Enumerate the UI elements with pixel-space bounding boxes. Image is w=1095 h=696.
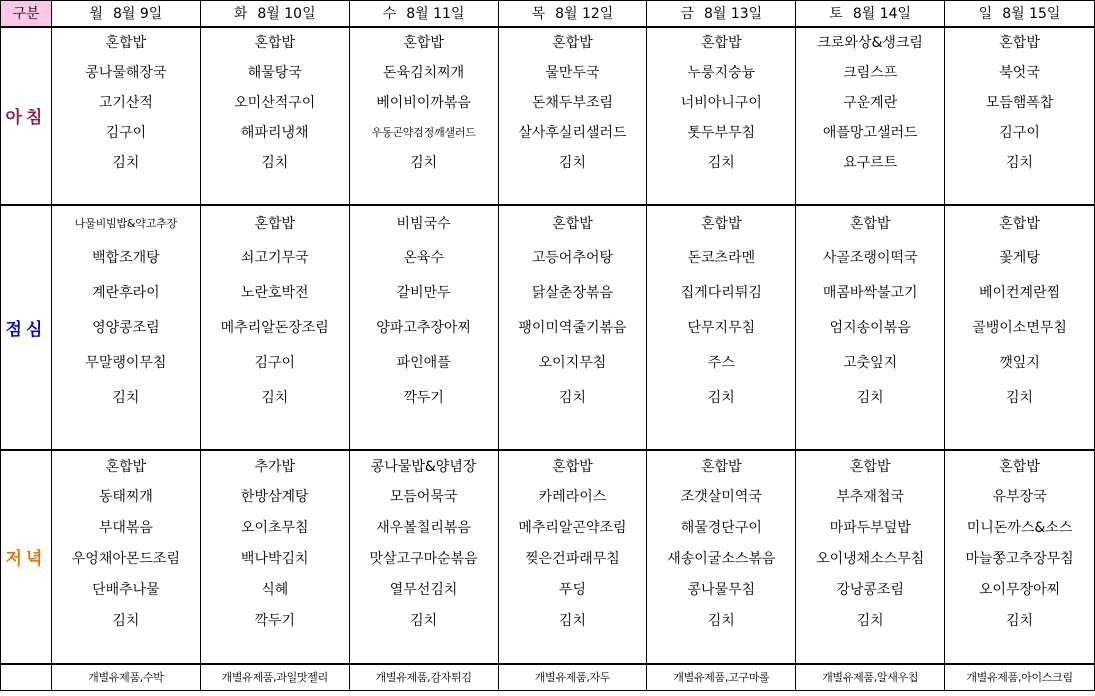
menu-item: 김치	[945, 380, 1095, 415]
menu-item: 미니돈까스&소스	[945, 512, 1095, 543]
day-header	[945, 1, 1095, 27]
menu-item: 백나박김치	[200, 543, 349, 574]
menu-item: 엄지송이볶음	[796, 310, 945, 345]
menu-item: 집게다리튀김	[647, 275, 796, 310]
lunch-row	[1, 310, 1095, 345]
snack-item: 개별유제품,자두	[498, 664, 647, 691]
menu-item: 깍두기	[200, 605, 349, 636]
lunch-label: 점심	[1, 205, 52, 450]
menu-item: 오이지무침	[498, 345, 647, 380]
menu-item: 나물비빔밥&약고추장	[51, 205, 200, 240]
menu-item: 온육수	[349, 240, 498, 275]
menu-item: 혼합밥	[51, 27, 200, 57]
snack-item: 개별유제품,알새우칩	[796, 664, 945, 691]
menu-item: 쇠고기무국	[200, 240, 349, 275]
menu-item: 혼합밥	[945, 27, 1095, 57]
menu-item: 오이초무침	[200, 512, 349, 543]
menu-item: 크림스프	[796, 57, 945, 87]
day-date: 8월 11일	[406, 6, 465, 23]
menu-item: 한방삼계탕	[200, 481, 349, 512]
day-of-week: 월	[89, 6, 103, 23]
menu-item: 조갯살미역국	[647, 481, 796, 512]
menu-item: 양파고추장아찌	[349, 310, 498, 345]
menu-item: 고춧잎지	[796, 345, 945, 380]
menu-item: 김치	[498, 605, 647, 636]
day-of-week: 금	[680, 6, 694, 23]
menu-item: 베이비이까볶음	[349, 87, 498, 117]
menu-item: 부추재첩국	[796, 481, 945, 512]
menu-item: 김치	[51, 380, 200, 415]
day-of-week: 화	[233, 6, 248, 23]
snack-row	[1, 664, 1095, 691]
menu-item: 파인애플	[349, 345, 498, 380]
menu-item: 골뱅이소면무침	[945, 310, 1095, 345]
dinner-row	[1, 543, 1095, 574]
breakfast-row	[1, 57, 1095, 87]
menu-item-empty	[647, 636, 796, 664]
menu-item: 김치	[498, 147, 647, 177]
menu-item: 혼합밥	[200, 205, 349, 240]
lunch-row	[1, 240, 1095, 275]
day-header	[796, 1, 945, 27]
menu-item-empty	[796, 415, 945, 450]
menu-item-empty	[200, 636, 349, 664]
menu-item: 콩나물밥&양념장	[349, 450, 498, 481]
menu-item: 혼합밥	[945, 450, 1095, 481]
dinner-row	[1, 450, 1095, 481]
dinner-row	[1, 574, 1095, 605]
menu-item-empty	[51, 415, 200, 450]
menu-item: 새우볼칠리볶음	[349, 512, 498, 543]
day-header	[51, 1, 200, 27]
menu-item: 김치	[349, 605, 498, 636]
day-of-week: 목	[531, 6, 546, 23]
menu-item: 모듬어묵국	[349, 481, 498, 512]
menu-item: 콩나물무침	[647, 574, 796, 605]
day-date: 8월 14일	[852, 6, 912, 23]
menu-item: 김치	[796, 380, 945, 415]
menu-item: 고기산적	[51, 87, 200, 117]
menu-item-empty	[51, 636, 200, 664]
menu-item: 동태찌개	[51, 481, 200, 512]
breakfast-row	[1, 27, 1095, 57]
menu-item: 식혜	[200, 574, 349, 605]
menu-item: 혼합밥	[796, 450, 945, 481]
menu-item: 깍두기	[349, 380, 498, 415]
day-of-week: 일	[978, 6, 993, 23]
menu-item-empty	[498, 415, 647, 450]
menu-item: 북엇국	[945, 57, 1095, 87]
dinner-row	[1, 605, 1095, 636]
menu-item-empty	[796, 636, 945, 664]
lunch-row	[1, 415, 1095, 450]
menu-item: 김치	[498, 380, 647, 415]
menu-item: 노란호박전	[200, 275, 349, 310]
breakfast-row	[1, 117, 1095, 147]
menu-item: 단배추나물	[51, 574, 200, 605]
menu-item: 해물탕국	[200, 57, 349, 87]
menu-item: 단무지무침	[647, 310, 796, 345]
snack-item: 개별유제품,아이스크림	[945, 664, 1095, 691]
menu-item: 김치	[200, 147, 349, 177]
menu-item: 김치	[647, 605, 796, 636]
menu-item: 깻잎지	[945, 345, 1095, 380]
menu-item: 모듬햄폭찹	[945, 87, 1095, 117]
menu-item: 혼합밥	[647, 450, 796, 481]
menu-item: 혼합밥	[647, 27, 796, 57]
menu-item: 사골조랭이떡국	[796, 240, 945, 275]
day-of-week: 토	[829, 6, 843, 23]
menu-item: 김치	[51, 147, 200, 177]
menu-item: 김치	[647, 147, 796, 177]
menu-item: 비빔국수	[349, 205, 498, 240]
menu-item: 백합조개탕	[51, 240, 200, 275]
menu-item: 갈비만두	[349, 275, 498, 310]
menu-item: 김구이	[51, 117, 200, 147]
breakfast-label: 아침	[1, 27, 52, 205]
menu-item: 혼합밥	[498, 27, 647, 57]
menu-item-empty	[200, 415, 349, 450]
snack-item: 개별유제품,감자튀김	[349, 664, 498, 691]
menu-item: 김치	[796, 605, 945, 636]
dinner-row	[1, 481, 1095, 512]
menu-item: 김치	[945, 605, 1095, 636]
day-date: 8월 12일	[555, 6, 614, 23]
day-header	[349, 1, 498, 27]
menu-item-empty	[945, 415, 1095, 450]
menu-item: 돈코츠라멘	[647, 240, 796, 275]
menu-item: 혼합밥	[498, 205, 647, 240]
menu-item: 찢은건파래무침	[498, 543, 647, 574]
menu-item: 너비아니구이	[647, 87, 796, 117]
snack-label-empty	[1, 664, 52, 691]
menu-item: 매콤바싹불고기	[796, 275, 945, 310]
breakfast-row	[1, 177, 1095, 205]
menu-item: 무말랭이무침	[51, 345, 200, 380]
menu-item: 구운계란	[796, 87, 945, 117]
menu-item: 주스	[647, 345, 796, 380]
menu-item: 유부장국	[945, 481, 1095, 512]
snack-item: 개별유제품,고구마롤	[647, 664, 796, 691]
menu-item-empty	[349, 177, 498, 205]
menu-item: 김치	[647, 380, 796, 415]
menu-item-empty	[796, 177, 945, 205]
menu-item-empty	[498, 636, 647, 664]
menu-item: 혼합밥	[51, 450, 200, 481]
snack-item: 개별유제품,수박	[51, 664, 200, 691]
menu-item: 우동곤약검정깨샐러드	[349, 117, 498, 147]
menu-item: 푸딩	[498, 574, 647, 605]
day-of-week: 수	[382, 6, 397, 23]
menu-item-empty	[945, 177, 1095, 205]
menu-item: 김치	[945, 147, 1095, 177]
menu-item-empty	[200, 177, 349, 205]
menu-item: 톳두부무침	[647, 117, 796, 147]
menu-item: 돈채두부조림	[498, 87, 647, 117]
menu-item: 추가밥	[200, 450, 349, 481]
menu-item: 김구이	[945, 117, 1095, 147]
day-header	[200, 1, 349, 27]
menu-item: 오이냉채소스무침	[796, 543, 945, 574]
menu-item: 우엉채아몬드조림	[51, 543, 200, 574]
menu-item-empty	[51, 177, 200, 205]
menu-item: 오미산적구이	[200, 87, 349, 117]
breakfast-row	[1, 147, 1095, 177]
menu-item: 해파리냉채	[200, 117, 349, 147]
menu-item: 혼합밥	[796, 205, 945, 240]
menu-item: 애플망고샐러드	[796, 117, 945, 147]
menu-item: 돈육김치찌개	[349, 57, 498, 87]
menu-item: 김치	[51, 605, 200, 636]
lunch-row	[1, 205, 1095, 240]
menu-item: 마파두부덮밥	[796, 512, 945, 543]
menu-item: 베이컨계란찜	[945, 275, 1095, 310]
menu-item: 김구이	[200, 345, 349, 380]
menu-item: 메추리알곤약조림	[498, 512, 647, 543]
menu-item: 꽃게탕	[945, 240, 1095, 275]
day-date: 8월 15일	[1002, 6, 1061, 23]
menu-item: 혼합밥	[647, 205, 796, 240]
breakfast-row	[1, 87, 1095, 117]
menu-item: 계란후라이	[51, 275, 200, 310]
menu-item: 김치	[200, 380, 349, 415]
menu-item: 요구르트	[796, 147, 945, 177]
header-row	[1, 1, 1095, 27]
menu-item: 혼합밥	[200, 27, 349, 57]
lunch-row	[1, 345, 1095, 380]
menu-item: 카레라이스	[498, 481, 647, 512]
menu-item: 살사후실리샐러드	[498, 117, 647, 147]
day-date: 8월 9일	[112, 6, 163, 23]
lunch-row	[1, 380, 1095, 415]
menu-item-empty	[945, 636, 1095, 664]
menu-item-empty	[498, 177, 647, 205]
menu-item: 영양콩조림	[51, 310, 200, 345]
menu-item: 고등어추어탕	[498, 240, 647, 275]
day-header	[498, 1, 647, 27]
menu-item: 맛살고구마순볶음	[349, 543, 498, 574]
menu-item: 닭살춘장볶음	[498, 275, 647, 310]
menu-item: 혼합밥	[945, 205, 1095, 240]
menu-item: 김치	[349, 147, 498, 177]
menu-item: 누룽지숭늉	[647, 57, 796, 87]
menu-item: 강낭콩조림	[796, 574, 945, 605]
menu-item: 마늘쫑고추장무침	[945, 543, 1095, 574]
menu-item: 해물경단구이	[647, 512, 796, 543]
lunch-row	[1, 275, 1095, 310]
menu-item: 혼합밥	[498, 450, 647, 481]
menu-item: 콩나물해장국	[51, 57, 200, 87]
day-date: 8월 13일	[703, 6, 763, 23]
menu-item: 오이무장아찌	[945, 574, 1095, 605]
dinner-label: 저녁	[1, 450, 52, 664]
menu-item: 팽이미역줄기볶음	[498, 310, 647, 345]
snack-item: 개별유제품,과일맛젤리	[200, 664, 349, 691]
dinner-row	[1, 512, 1095, 543]
menu-item: 혼합밥	[349, 27, 498, 57]
menu-item: 메추리알돈장조림	[200, 310, 349, 345]
menu-item: 열무선김치	[349, 574, 498, 605]
menu-item: 크로와상&생크림	[796, 27, 945, 57]
menu-item-empty	[349, 415, 498, 450]
dinner-row	[1, 636, 1095, 664]
corner-label: 구분	[1, 1, 52, 27]
menu-item-empty	[349, 636, 498, 664]
day-date: 8월 10일	[257, 6, 316, 23]
menu-item-empty	[647, 177, 796, 205]
day-header	[647, 1, 796, 27]
menu-item: 부대볶음	[51, 512, 200, 543]
menu-item-empty	[647, 415, 796, 450]
menu-item: 새송이굴소스볶음	[647, 543, 796, 574]
menu-item: 물만두국	[498, 57, 647, 87]
